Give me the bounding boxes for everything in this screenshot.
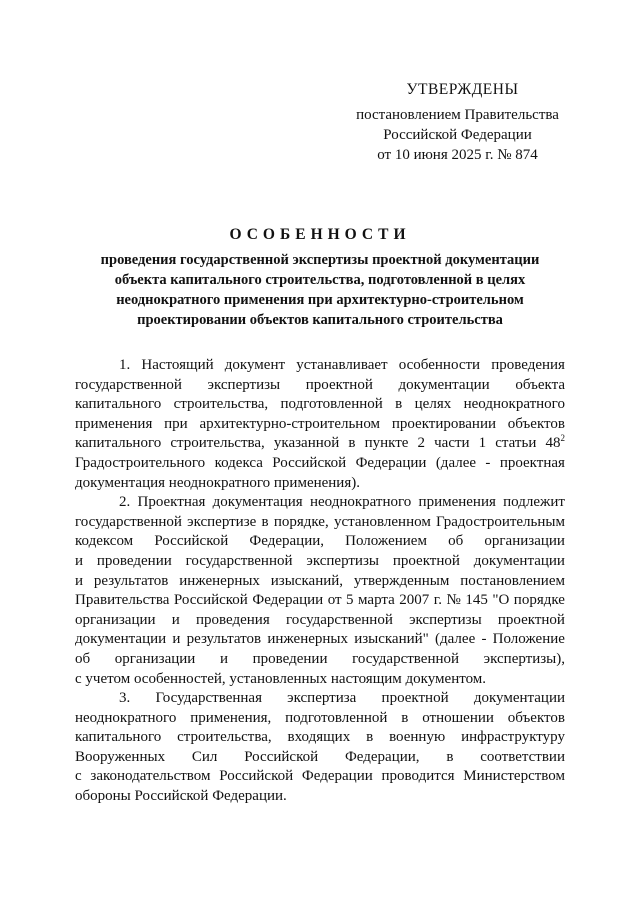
subtitle-line: проектировании объектов капитального строительства [137,312,503,328]
paragraph-line: обороны Российской Федерации. [75,788,287,805]
paragraph-line: государственной экспертизы проектной документации объекта [75,376,565,393]
paragraph-line: с законодательством Российской Федерации проводится Министерством [75,768,565,785]
paragraph-line: и результатов инженерных изысканий, утвержденным постановлением [75,572,565,589]
subtitle-line: неоднократного применения при архитектурно-строительном [116,292,524,308]
paragraph-line: капитального строительства, входящих в военную инфраструктуру [75,729,565,746]
paragraph-line: и проведении государственной экспертизы проектной документации [75,552,565,569]
approval-line: постановлением Правительства [356,107,559,123]
paragraph-line: с учетом особенностей, установленных настоящим документом. [75,670,487,687]
subtitle-line: объекта капитального строительства, подготовленной в целях [114,272,526,288]
paragraph-line: Градостроительного кодекса Российской Федерации (далее - проектная [75,454,565,471]
document-body [75,356,565,807]
paragraph-line: документация неоднократного применения). [75,474,360,491]
paragraph-line: 1. Настоящий документ устанавливает особенности проведения [119,357,565,373]
paragraph-line: применения при архитектурно-строительном проектировании объектов [75,415,565,432]
document-subtitle [60,250,580,330]
paragraph-line: 3. Государственная экспертиза проектной документации [119,690,565,707]
paragraph [75,356,565,493]
paragraph-line: капитального строительства, указанной в пункте 2 части 1 статьи $48^2$ [75,433,565,452]
paragraph-line: государственной экспертизе в порядке, установленном Градостроительным [75,513,565,530]
paragraph-line: неоднократного применения, подготовленной в отношении объектов [75,709,565,726]
subtitle-line: проведения государственной экспертизы проектной документации [100,252,540,268]
approval-line: от 10 июня 2025 г. № 874 [377,147,538,163]
paragraph-line: 2. Проектная документация неоднократного применения подлежит [119,494,565,511]
article-superscript: 2 [560,433,565,444]
paragraph-line: Вооруженных Сил Российской Федерации, в соответствии [75,748,565,765]
paragraph-line: капитального строительства, подготовленной в целях неоднократного [75,396,565,413]
paragraph-line: об организации и проведении государственной экспертизы), [75,650,565,667]
approval-line: Российской Федерации [383,127,532,143]
approval-heading: УТВЕРЖДЕНЫ [406,81,519,98]
paragraph-line: организации и проведения государственной экспертизы проектной [75,611,565,628]
paragraph-line: кодексом Российской Федерации, Положением об организации [75,533,565,550]
paragraph-line: Правительства Российской Федерации от 5 марта 2007 г. № 145 "О порядке [75,592,565,609]
paragraph-line: документации и результатов инженерных изысканий" (далее - Положение [75,631,565,648]
paragraph [75,689,565,807]
paragraph [75,493,565,689]
approval-stamp [340,80,575,165]
document-title: ОСОБЕННОСТИ [229,226,411,243]
